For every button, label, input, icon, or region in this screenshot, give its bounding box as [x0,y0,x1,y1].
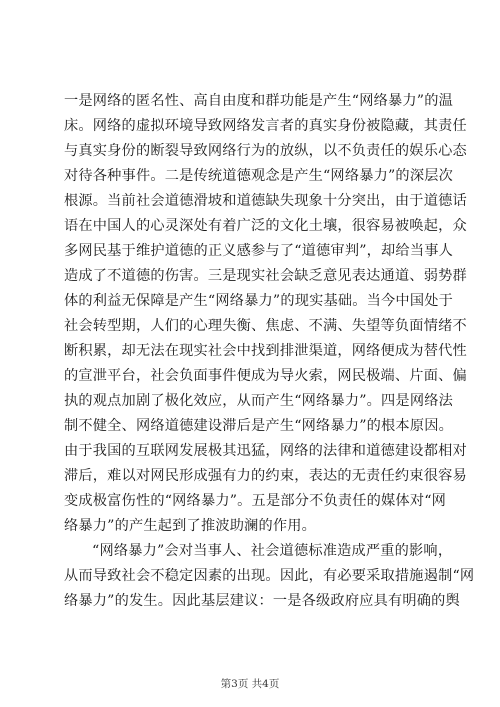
text-line: 一是网络的匿名性、高自由度和群功能是产生“网络暴力”的温 [64,93,453,109]
text-line: 多网民基于维护道德的正义感参与了“道德审判”，却给当事人 [64,243,453,259]
body-text [64,89,475,614]
text-line: 变成极富伤性的“网络暴力”。五是部分不负责任的媒体对“网 [64,493,447,509]
text-line: 从而导致社会不稳定因素的出现。因此，有必要采取措施遏制“网 [64,568,475,584]
text-line: 床。网络的虚拟环境导致网络发言者的真实身份被隐藏，其责任 [64,118,467,134]
text-line: 的宣泄平台，社会负面事件便成为导火索，网民极端、片面、偏 [64,368,467,384]
text-line: 与真实身份的断裂导致网络行为的放纵，以不负责任的娱乐心态 [64,143,467,159]
paragraph-1 [64,89,467,539]
paragraph-2 [64,539,475,614]
text-line: 社会转型期，人们的心理失衡、焦虑、不满、失望等负面情绪不 [64,318,467,334]
text-line: 断积累，却无法在现实社会中找到排泄渠道，网络便成为替代性 [64,343,467,359]
text-line: 根源。当前社会道德滑坡和道德缺失现象十分突出，由于道德话 [64,193,467,209]
text-line: 由于我国的互联网发展极其迅猛，网络的法律和道德建设都相对 [64,443,467,459]
text-line: 执的观点加剧了极化效应，从而产生“网络暴力”。四是网络法 [64,393,453,409]
text-line: 对待各种事件。二是传统道德观念是产生“网络暴力”的深层次 [64,168,453,184]
text-line: 制不健全、网络道德建设滞后是产生“网络暴力”的根本原因。 [64,418,453,434]
page-number-footer: 第3页 共4页 [220,678,280,690]
text-line: 体的利益无保障是产生“网络暴力”的现实基础。当今中国处于 [64,293,453,309]
text-line: “网络暴力”会对当事人、社会道德标准造成严重的影响， [92,543,453,559]
text-line: 滞后，难以对网民形成强有力的约束，表达的无责任约束很容易 [64,468,467,484]
text-line: 语在中国人的心灵深处有着广泛的文化土壤，很容易被唤起，众 [64,218,467,234]
text-line: 络暴力”的产生起到了推波助澜的作用。 [64,518,317,534]
text-line: 络暴力”的发生。因此基层建议：一是各级政府应具有明确的舆 [64,593,460,609]
text-line: 造成了不道德的伤害。三是现实社会缺乏意见表达通道、弱势群 [64,268,467,284]
